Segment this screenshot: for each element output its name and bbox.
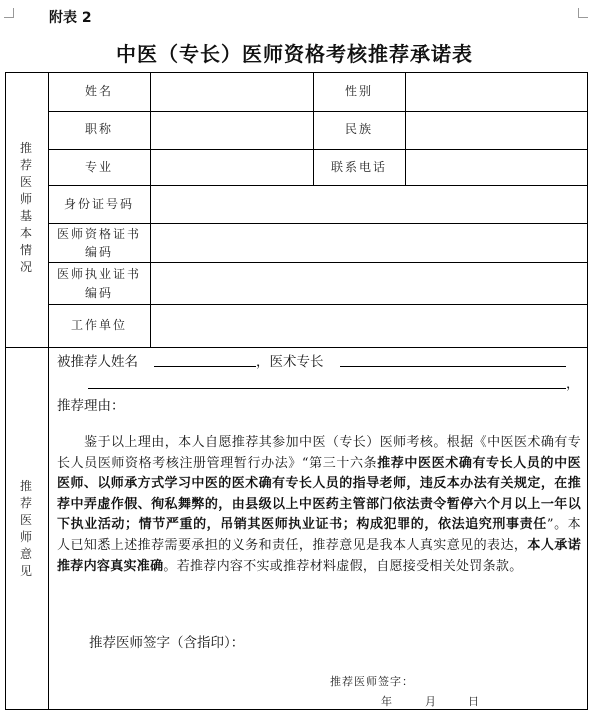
id-number-field[interactable]: [151, 186, 587, 222]
qualification-cert-field[interactable]: [151, 224, 587, 261]
date-month: 月: [425, 695, 437, 708]
crop-mark-top-right: [578, 8, 588, 18]
date-day: 日: [468, 695, 480, 708]
date-year: 年: [381, 695, 393, 708]
commitment-text-part1: 鉴于以上理由，本人自愿推荐其参加中医（专长）医师考核。根据《中医医术确有专长人员医师资格考核注册管理暂行办法》“第三十六条: [57, 435, 581, 471]
label-name: 姓名: [84, 84, 113, 98]
ethnicity-field[interactable]: [406, 112, 587, 148]
label-phone: 联系电话: [330, 160, 387, 174]
label-id-number: 身份证号码: [63, 197, 134, 211]
medical-specialty-input-line2[interactable]: [88, 388, 566, 389]
signature-field[interactable]: [425, 668, 575, 688]
practice-cert-field[interactable]: [151, 263, 587, 303]
label-qualification-cert-line1: 医师资格证书: [56, 227, 141, 241]
label-practice-cert-line2: 编码: [84, 286, 113, 300]
medical-specialty-input[interactable]: [340, 366, 566, 367]
label-gender: 性别: [344, 84, 373, 98]
specialty-prefix: ，医术专长: [256, 354, 324, 370]
work-unit-field[interactable]: [151, 305, 587, 346]
label-specialty: 专业: [84, 160, 113, 174]
label-work-unit: 工作单位: [70, 318, 127, 332]
commitment-text-part2: ”。本人已知悉上述推荐需要承担的义务和责任，推荐意见是我本人真实意见的表达，: [57, 517, 581, 553]
section2-side-label: 推荐医师意见: [19, 479, 32, 578]
phone-field[interactable]: [406, 150, 587, 184]
signature-label: 推荐医师签字：: [330, 675, 414, 688]
section1-side-label: 推荐医师基本情况: [19, 141, 32, 274]
name-field[interactable]: [151, 73, 312, 110]
nominee-name-input[interactable]: [154, 366, 256, 367]
commitment-text-bold2: 本人承诺推荐内容真实准确: [57, 537, 581, 574]
label-ethnicity: 民族: [344, 122, 373, 136]
label-qualification-cert-line2: 编码: [84, 245, 113, 259]
nominee-name-prefix: 被推荐人姓名: [57, 354, 138, 370]
commitment-paragraph: [57, 433, 581, 577]
reason-label: 推荐理由：: [57, 398, 125, 414]
signature-prompt: 推荐医师签字（含指印）：: [89, 635, 245, 651]
commitment-text-part3: 。若推荐内容不实或推荐材料虚假，自愿接受相关处罚条款。: [163, 558, 523, 574]
form-title: 中医（专长）医师资格考核推荐承诺表: [116, 42, 473, 66]
specialty-field[interactable]: [151, 150, 312, 184]
label-practice-cert-line1: 医师执业证书: [56, 267, 141, 281]
title-field[interactable]: [151, 112, 312, 148]
line-end-comma: ，: [566, 376, 580, 392]
section-divider: [5, 347, 588, 348]
label-title: 职称: [84, 122, 113, 136]
commitment-text-bold1: 推荐中医医术确有专长人员的中医医师、以师承方式学习中医的医术确有专长人员的指导老师，违反本办法有关规定，在推荐中弄虚作假、徇私舞弊的，由县级以上中医药主管部门依法责令暂停六个月以上一年以下执业活动；情节严重的，吊销其医师执业证书；构成犯罪的，依法追究刑事责任: [57, 455, 581, 533]
gender-field[interactable]: [406, 73, 587, 110]
attachment-label: 附表 2: [49, 10, 92, 26]
crop-mark-top-left: [4, 8, 14, 18]
